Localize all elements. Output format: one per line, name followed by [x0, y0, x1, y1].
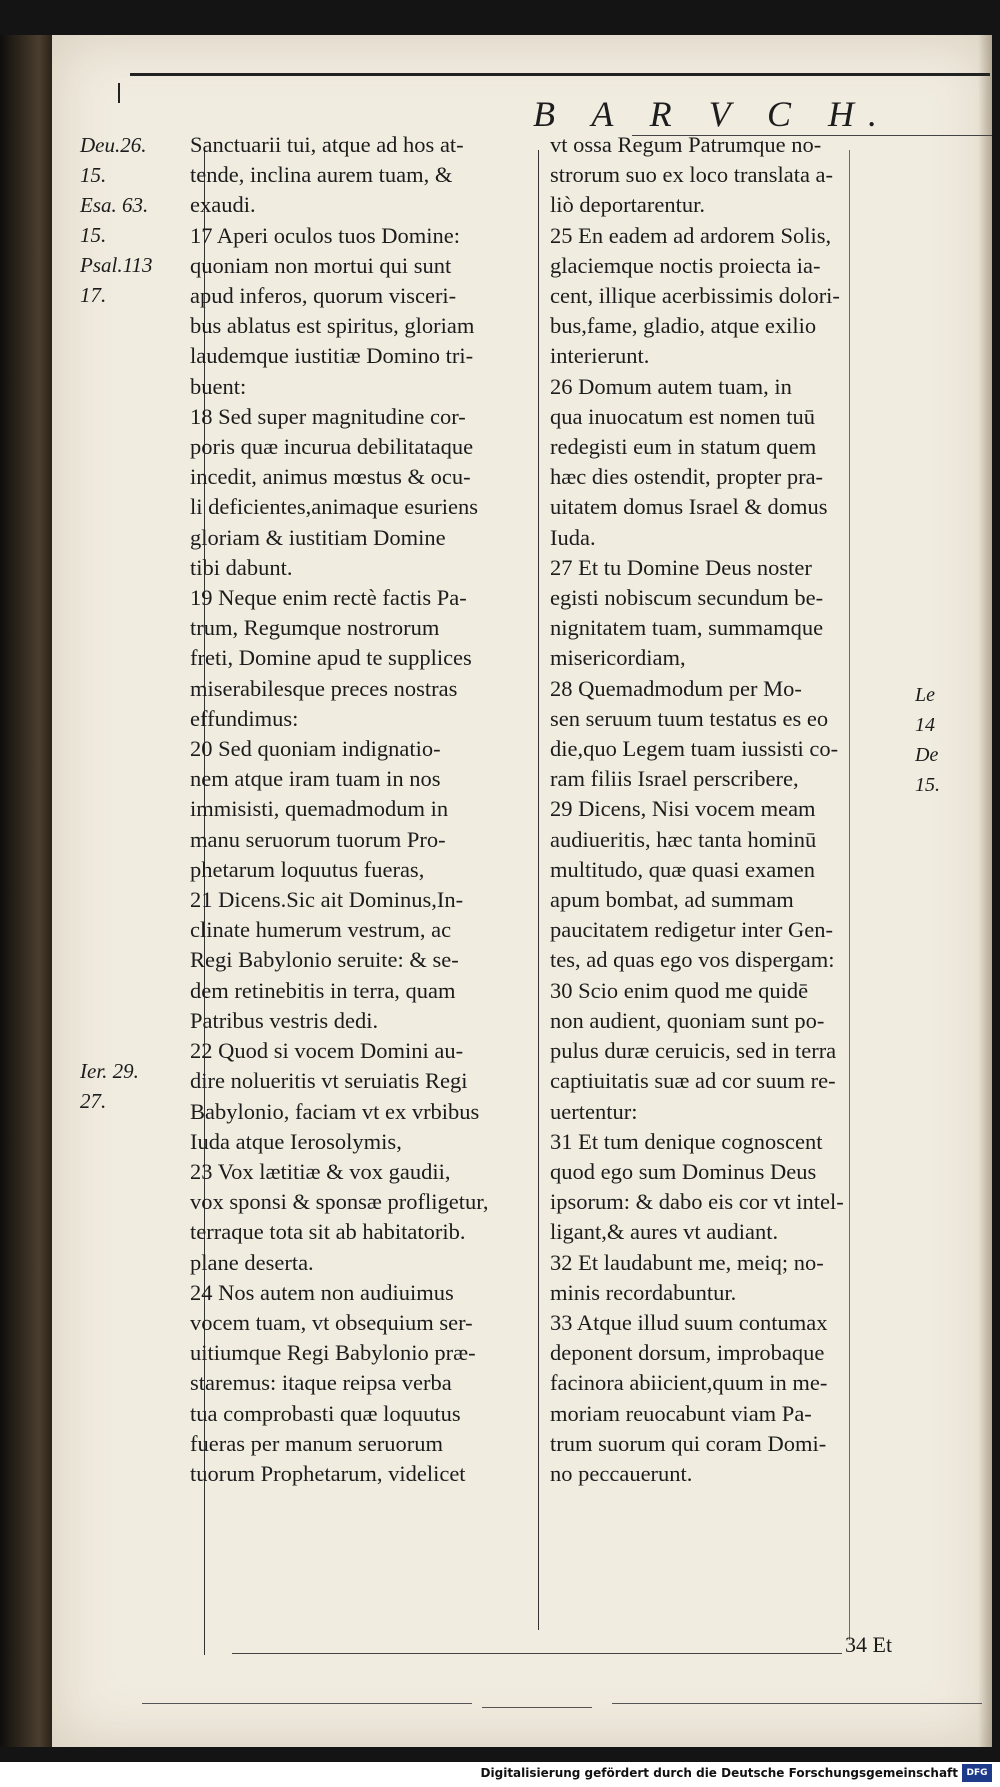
margin-ref: Le [915, 684, 935, 706]
text-line: 31 Et tum denique cognoscent [550, 1128, 823, 1154]
margin-ref: 15. [80, 223, 107, 247]
text-line: nem atque iram tuam in nos [190, 766, 441, 792]
text-line: 28 Quemadmodum per Mo- [550, 675, 802, 701]
text-line: 20 Sed quoniam indignatio- [190, 736, 441, 762]
margin-ref: Deu.26. [80, 133, 147, 157]
text-line: uitatem domus Israel & domus [550, 494, 828, 520]
margin-ref: 17. [80, 283, 107, 307]
text-line: tuorum Prophetarum, videlicet [190, 1460, 466, 1486]
text-line: trum, Regumque nostrorum [190, 615, 440, 641]
text-line: tende, inclina aurem tuam, & [190, 162, 453, 188]
text-line: nignitatem tuam, summamque [550, 615, 824, 641]
text-line: buent: [190, 373, 247, 399]
text-line: Babylonio, faciam vt ex vrbibus [190, 1098, 480, 1124]
right-text-column [550, 130, 905, 1489]
text-line: tes, ad quas ego vos dispergam: [550, 947, 835, 973]
text-line: exaudi. [190, 192, 256, 218]
text-line: 21 Dicens.Sic ait Dominus,In- [190, 887, 464, 913]
text-line: redegisti eum in statum quem [550, 434, 817, 460]
text-line: moriam reuocabunt viam Pa- [550, 1400, 812, 1426]
margin-ref: 15. [80, 163, 107, 187]
text-line: qua inuocatum est nomen tuū [550, 403, 815, 429]
text-line: Iuda atque Ierosolymis, [190, 1128, 402, 1154]
text-line: minis recordabuntur. [550, 1279, 737, 1305]
text-line: paucitatem redigetur inter Gen- [550, 917, 833, 943]
text-line: poris quæ incurua debilitataque [190, 434, 474, 460]
text-line: Sanctuarii tui, atque ad hos at- [190, 132, 464, 157]
text-line: 27 Et tu Domine Deus noster [550, 554, 812, 580]
margin-ref: 14 [915, 714, 935, 736]
margin-notes-right [915, 680, 945, 800]
text-line: uitiumque Regi Babylonio præ- [190, 1340, 476, 1366]
text-line: manu seruorum tuorum Pro- [190, 826, 446, 852]
text-line: bus,fame, gladio, atque exilio [550, 313, 817, 339]
margin-ref: Ier. 29. [80, 1059, 139, 1083]
catchword: 34 Et [845, 1632, 893, 1657]
text-line: 26 Domum autem tuam, in [550, 373, 792, 399]
text-line: ligant,& aures vt audiant. [550, 1219, 779, 1245]
text-line: non audient, quoniam sunt po- [550, 1007, 825, 1033]
text-line: strorum suo ex loco translata a- [550, 162, 834, 188]
text-line: effundimus: [190, 705, 299, 731]
text-line: clinate humerum vestrum, ac [190, 917, 452, 943]
text-line: apum bombat, ad summam [550, 887, 794, 913]
footer-credit: Digitalisierung gefördert durch die Deutsche Forschungsgemeinschaft [480, 1766, 958, 1780]
text-line: vox sponsi & sponsæ profligetur, [190, 1189, 489, 1215]
text-line: staremus: itaque reipsa verba [190, 1370, 452, 1396]
text-line: facinora abiicient,quum in me- [550, 1370, 828, 1396]
text-line: tibi dabunt. [190, 554, 293, 580]
text-line: 23 Vox lætitiæ & vox gaudii, [190, 1158, 451, 1184]
text-line: 19 Neque enim rectè factis Pa- [190, 585, 467, 611]
text-line: quoniam non mortui qui sunt [190, 252, 452, 278]
text-line: 30 Scio enim quod me quidē [550, 977, 809, 1003]
left-text-column [190, 130, 562, 1489]
text-line: audiueritis, hæc tanta hominū [550, 826, 817, 852]
margin-ref: Psal.113 [80, 253, 153, 277]
text-line: Regi Babylonio seruite: & se- [190, 947, 459, 973]
text-line: laudemque iustitiæ Domino tri- [190, 343, 474, 369]
text-line: li deficientes,animaque esuriens [190, 494, 479, 520]
margin-ref: 15. [915, 774, 940, 796]
text-line: liò deportarentur. [550, 192, 705, 218]
text-line: 22 Quod si vocem Domini au- [190, 1038, 464, 1064]
text-bottom-rule [232, 1653, 842, 1654]
text-line: uertentur: [550, 1098, 638, 1124]
text-line: ram filiis Israel perscribere, [550, 766, 799, 792]
text-line: 24 Nos autem non audiuimus [190, 1279, 454, 1305]
text-line: miserabilesque preces nostras [190, 675, 458, 701]
margin-ref: De [915, 744, 939, 766]
margin-ref: Esa. 63. [80, 193, 149, 217]
text-line: immisisti, quemadmodum in [190, 796, 449, 822]
text-line: multitudo, quæ quasi examen [550, 856, 815, 882]
text-line: quod ego sum Dominus Deus [550, 1158, 817, 1184]
text-line: Patribus vestris dedi. [190, 1007, 379, 1033]
text-line: freti, Domine apud te supplices [190, 645, 472, 671]
text-line: die,quo Legem tuam iussisti co- [550, 736, 839, 762]
text-line: incedit, animus mœstus & ocu- [190, 464, 471, 490]
text-line: gloriam & iustitiam Domine [190, 524, 446, 550]
text-line: sen seruum tuum testatus es eo [550, 705, 829, 731]
text-line: captiuitatis suæ ad cor suum re- [550, 1068, 836, 1094]
text-line: terraque tota sit ab habitatorib. [190, 1219, 466, 1245]
text-line: Iuda. [550, 524, 596, 550]
text-line: glaciemque noctis proiecta ia- [550, 252, 821, 278]
text-line: deponent dorsum, improbaque [550, 1340, 825, 1366]
text-line: no peccauerunt. [550, 1460, 693, 1486]
text-line: vocem tuam, vt obsequium ser- [190, 1309, 473, 1335]
bottom-rule-right [612, 1703, 982, 1704]
text-line: tua comprobasti quæ loquutus [190, 1400, 461, 1426]
text-line: interierunt. [550, 343, 650, 369]
bottom-rule-left [142, 1703, 472, 1704]
running-head: B A R V C H. [532, 94, 892, 134]
text-line: apud inferos, quorum visceri- [190, 283, 457, 309]
text-line: 33 Atque illud suum contumax [550, 1309, 828, 1335]
text-line: 17 Aperi oculos tuos Domine: [190, 222, 460, 248]
text-line: misericordiam, [550, 645, 686, 671]
text-line: ipsorum: & dabo eis cor vt intel- [550, 1189, 844, 1215]
text-line: plane deserta. [190, 1249, 314, 1275]
margin-ref: 27. [80, 1089, 107, 1113]
text-line: dem retinebitis in terra, quam [190, 977, 456, 1003]
book-binding [0, 35, 52, 1747]
bottom-rule-mid [482, 1707, 592, 1708]
text-line: hæc dies ostendit, propter pra- [550, 464, 824, 490]
text-line: 29 Dicens, Nisi vocem meam [550, 796, 816, 822]
margin-notes-bottom [80, 1056, 139, 1116]
text-line: 25 En eadem ad ardorem Solis, [550, 222, 832, 248]
dfg-logo: DFG [962, 1764, 992, 1782]
text-line: 18 Sed super magnitudine cor- [190, 403, 466, 429]
header-rule [130, 73, 990, 76]
text-line: pulus duræ ceruicis, sed in terra [550, 1038, 837, 1064]
page-edge-shadow [978, 35, 992, 1747]
text-line: trum suorum qui coram Domi- [550, 1430, 827, 1456]
text-line: bus ablatus est spiritus, gloriam [190, 313, 475, 339]
text-line: 32 Et laudabunt me, meiq; no- [550, 1249, 824, 1275]
text-line: dire nolueritis vt seruiatis Regi [190, 1068, 468, 1094]
margin-notes-top [80, 130, 153, 310]
text-line: vt ossa Regum Patrumque no- [550, 132, 822, 157]
text-line: phetarum loquutus fueras, [190, 856, 425, 882]
text-line: cent, illique acerbissimis dolori- [550, 283, 840, 309]
text-line: egisti nobiscum secundum be- [550, 585, 824, 611]
text-line: fueras per manum seruorum [190, 1430, 444, 1456]
